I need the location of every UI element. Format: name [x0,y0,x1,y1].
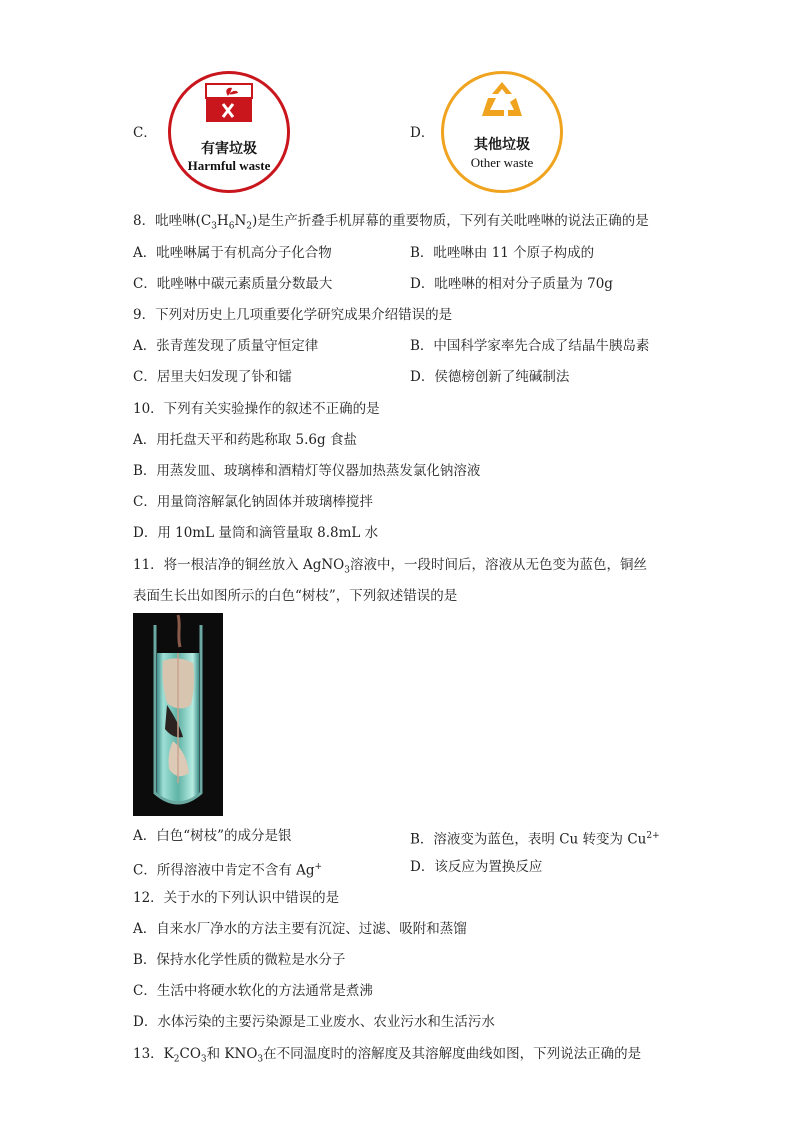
q11-stem-line1: 11．将一根洁净的铜丝放入 AgNO$_3$溶液中，一段时间后，溶液从无色变为蓝色，铜丝 [133,557,647,576]
q9-option-b: B．中国科学家率先合成了结晶牛胰岛素 [410,338,650,354]
q8-option-a: A．吡唑啉属于有机高分子化合物 [133,245,332,261]
other-waste-logo [441,71,563,193]
q10-option-c: C．用量筒溶解氯化钠固体并玻璃棒搅拌 [133,494,373,510]
other-waste-cn: 其他垃圾 [474,137,530,153]
q11-option-d: D．该反应为置换反应 [410,859,543,875]
q12-stem: 12．关于水的下列认识中错误的是 [133,890,340,906]
q8-stem: 8．吡唑啉$(C_3H_6N_2)$是生产折叠手机屏幕的重要物质，下列有关吡唑啉的说法正确的是 [133,213,649,232]
q7-option-c-letter: C． [133,125,157,141]
q11-option-a: A．白色“树枝”的成分是银 [133,828,292,844]
q10-option-d: D．用 10mL 量筒和滴管量取 8.8mL 水 [133,525,379,541]
q11-option-b: B．溶液变为蓝色，表明 Cu 转变为 $Cu^{2+}$ [410,831,660,848]
harmful-waste-en: Harmful waste [187,158,271,173]
q8-option-c: C．吡唑啉中碳元素质量分数最大 [133,276,333,292]
q13-stem: 13．$K_2CO_3$和 $KNO_3$在不同温度时的溶解度及其溶解度曲线如图，下列说法正确的是 [133,1046,642,1065]
q12-option-d: D．水体污染的主要污染源是工业废水、农业污水和生活污水 [133,1014,495,1030]
q10-option-a: A．用托盘天平和药匙称取 5.6g 食盐 [133,432,357,448]
q8-option-d: D．吡唑啉的相对分子质量为 70g [410,276,613,292]
test-tube-photo [133,613,223,816]
q12-option-b: B．保持水化学性质的微粒是水分子 [133,952,346,968]
harmful-waste-icon [204,82,254,124]
q10-stem: 10．下列有关实验操作的叙述不正确的是 [133,401,380,417]
q11-stem-line2: 表面生长出如图所示的白色“树枝”，下列叙述错误的是 [133,588,458,604]
q7-option-d-letter: D． [410,125,435,141]
q9-option-c: C．居里夫妇发现了钋和镭 [133,369,292,385]
recycle-triangle-icon [478,80,526,120]
q9-option-a: A．张青莲发现了质量守恒定律 [133,338,319,354]
other-waste-en: Other waste [470,155,534,170]
q9-option-d: D．侯德榜创新了纯碱制法 [410,369,570,385]
harmful-waste-cn: 有害垃圾 [201,141,257,157]
harmful-waste-logo [168,71,290,193]
silver-tree-test-tube-image [133,613,223,816]
q10-option-b: B．用蒸发皿、玻璃棒和酒精灯等仪器加热蒸发氯化钠溶液 [133,463,481,479]
q9-stem: 9．下列对历史上几项重要化学研究成果介绍错误的是 [133,307,453,323]
q12-option-a: A．自来水厂净水的方法主要有沉淀、过滤、吸附和蒸馏 [133,921,467,937]
q12-option-c: C．生活中将硬水软化的方法通常是煮沸 [133,983,373,999]
q11-option-c: C．所得溶液中肯定不含有 Ag+ [133,862,323,879]
q8-option-b: B．吡唑啉由 11 个原子构成的 [410,245,595,261]
